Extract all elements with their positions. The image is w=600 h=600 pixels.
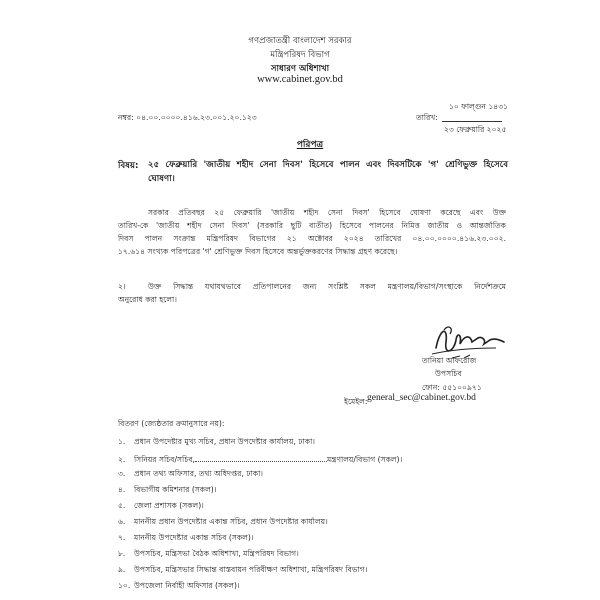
paragraph-1-line-4: ১৭.৬১৪ সংখ্যক পরিপত্রের 'গ' শ্রেণিভুক্ত দিবস হিসেবে অন্তর্ভুক্তকরণের সিদ্ধান্ত গ্রহণ করেছে।: [118, 247, 398, 256]
subject-label: বিষয়:: [118, 161, 139, 171]
distribution-item: ১. প্রধান উপদেষ্টার মুখ্য সচিব, প্রধান উপদেষ্টার কার্যালয়, ঢাকা।: [118, 437, 315, 446]
paragraph-2-line-1: উক্ত সিদ্ধান্ত যথাযথভাবে প্রতিপালনের জন্য সংশ্লিষ্ট সকল মন্ত্রণালয়/বিভাগ/সংস্থাকে নির্দেশক্রমে: [148, 282, 506, 291]
division-name: মন্ত্রিপরিষদ বিভাগ: [270, 50, 330, 60]
subject-line-1: ২৫ ফেব্রুয়ারি 'জাতীয় শহীদ সেনা দিবস' হিসেবে পালন এবং দিবসটিকে 'গ' শ্রেণিভুক্ত হিসেবে: [148, 160, 508, 170]
distribution-item: ৪. বিভাগীয় কমিশনার (সকল)।: [118, 485, 217, 494]
email-label: ইমেইল:: [344, 397, 368, 406]
distribution-heading: বিতরণ (জ্যেষ্ঠতার ক্রমানুসারে নয়):: [118, 419, 225, 428]
distribution-item: ২. সিনিয়র সচিব/সচিব, মন্ত্রণালয়/বিভাগ (সকল)।: [118, 452, 402, 467]
distribution-item: ৩. প্রধান তথ্য অফিসার, তথ্য অধিদপ্তর, ঢাকা।: [118, 469, 264, 478]
signatory-designation: উপসচিব: [435, 369, 462, 378]
distribution-item: ৯. উপসচিব, মন্ত্রিসভার সিদ্ধান্ত বাস্তবায়ন পরিবীক্ষণ অধিশাখা, মন্ত্রিপরিষদ বিভাগ।: [118, 565, 368, 574]
date-label: তারিখ:: [416, 113, 438, 122]
distribution-item: ৭. মাননীয় উপদেষ্টার একান্ত সচিব (সকল)।: [118, 533, 254, 542]
blank-ministry-line: [195, 452, 327, 462]
distribution-item: ১০. উপজেলা নির্বাহী অফিসার (সকল)।: [118, 581, 240, 590]
memo-number: নম্বর: ০৪.০০.০০০০.৪১৬.২৩.০০১.২০.১২৩: [118, 113, 257, 122]
government-name: গণপ্রজাতন্ত্রী বাংলাদেশ সরকার: [248, 36, 352, 46]
signatory-name: তানিয়া আফরোজ: [422, 356, 477, 365]
paragraph-1-line-2: তারিখ-কে 'জাতীয় শহীদ সেনা দিবস' (সরকারি ছুটি ব্যতীত) হিসেবে পালনের নিমিত্ত জাতীয় ও আন্তর্জাতিক: [118, 221, 506, 230]
date-divider: [442, 121, 502, 122]
paragraph-1-line-3: দিবস পালন সংক্রান্ত মন্ত্রিপরিষদ বিভাগের ২১ অক্টোবর ২০২৪ তারিখের ০৪.০০.০০০০.৪১৬.২৩.০০২.: [118, 234, 506, 243]
signatory-phone: ফোন: ৫৫১০০৯৭১: [422, 383, 482, 392]
date-bangla: ১০ ফাল্গুন ১৪৩১: [449, 102, 509, 111]
date-english: ২৩ ফেব্রুয়ারি ২০২৫: [444, 125, 507, 134]
distribution-item: ৫. জেলা প্রশাসক (সকল)।: [118, 501, 204, 510]
paragraph-2-line-2: অনুরোধ করা হলো।: [118, 295, 177, 304]
branch-name: সাধারণ অধিশাখা: [270, 64, 330, 74]
distribution-item: ৮. উপসচিব, মন্ত্রিসভা বৈঠক অধিশাখা, মন্ত্রিপরিষদ বিভাগ।: [118, 549, 299, 558]
subject-line-2: ঘোষণা।: [148, 174, 175, 184]
document-title: পরিপত্র: [296, 140, 324, 150]
website-url: www.cabinet.gov.bd: [257, 74, 343, 85]
signatory-email: general_sec@cabinet.gov.bd: [367, 393, 476, 403]
paragraph-1-line-1: সরকার প্রতিবছর ২৫ ফেব্রুয়ারি 'জাতীয় শহীদ সেনা দিবস' হিসেবে ঘোষণা করেছে এবং উক্ত: [148, 208, 506, 217]
paragraph-2-number: ২।: [118, 282, 126, 291]
distribution-item: ৬. মাননীয় প্রধান উপদেষ্টার একান্ত সচিব, প্রধান উপদেষ্টার কার্যালয়।: [118, 517, 328, 526]
